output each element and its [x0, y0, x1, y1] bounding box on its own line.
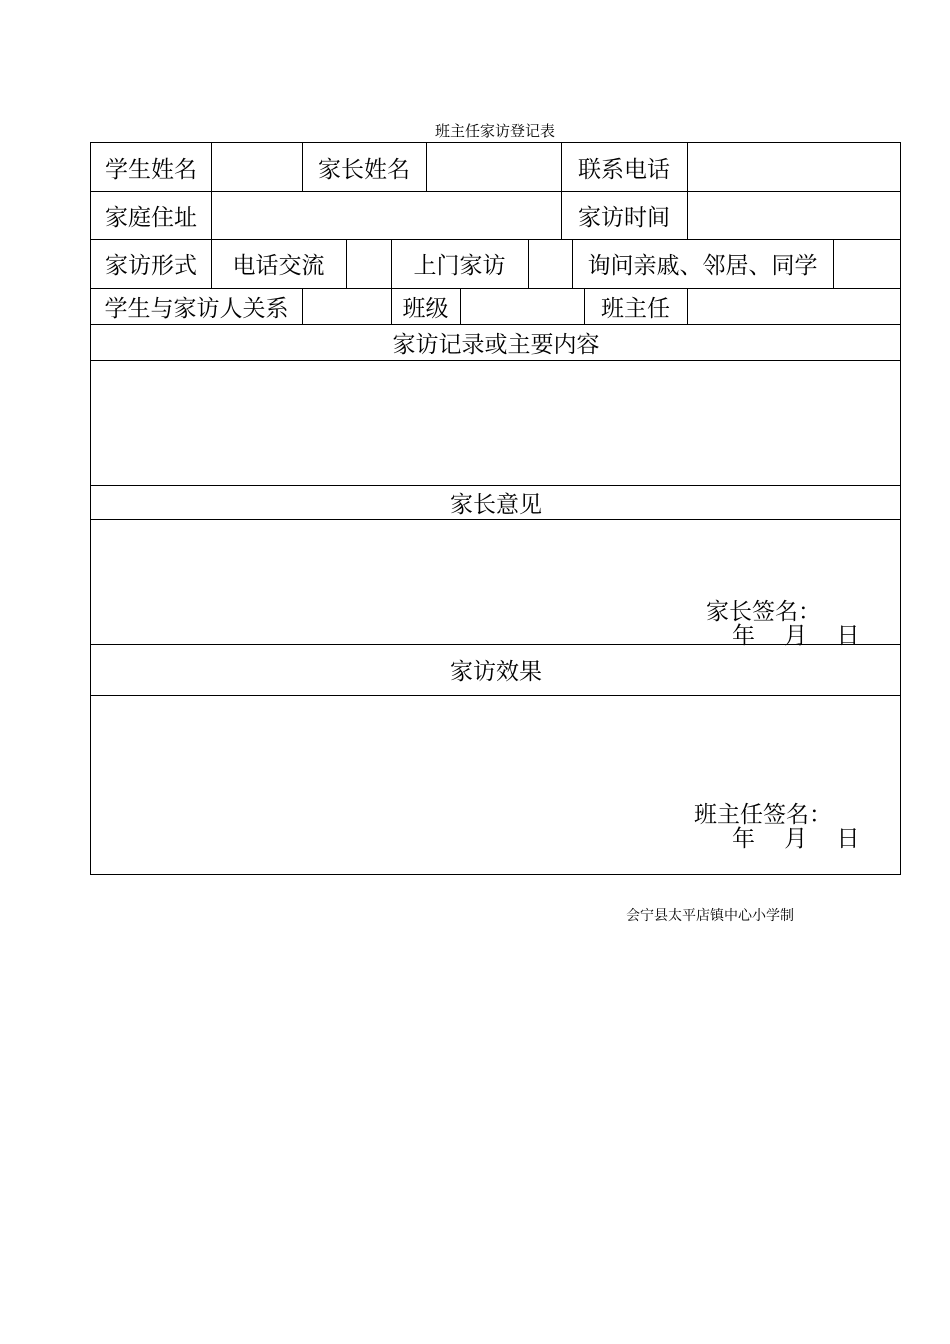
phone-field[interactable]: [688, 143, 901, 191]
visit-form-label: 家访形式: [105, 253, 197, 279]
relation-label: 学生与家访人关系: [104, 295, 289, 322]
teacher-signature-date: 年 月 日: [732, 826, 860, 852]
record-section-title: 家访记录或主要内容: [392, 331, 600, 358]
option-ask-checkbox[interactable]: [834, 239, 901, 288]
parent-opinion-title: 家长意见: [450, 491, 542, 518]
student-name-label: 学生姓名: [105, 156, 197, 183]
teacher-label: 班主任: [601, 295, 670, 322]
class-field[interactable]: [461, 288, 584, 324]
phone-label: 联系电话: [578, 156, 670, 183]
teacher-field[interactable]: [688, 288, 901, 324]
student-name-field[interactable]: [212, 143, 302, 191]
option-phone-label: 电话交流: [232, 253, 325, 279]
form-title: 班主任家访登记表: [434, 122, 555, 140]
visit-time-label: 家访时间: [578, 204, 670, 231]
relation-field[interactable]: [303, 288, 391, 324]
class-label: 班级: [402, 295, 449, 322]
address-label: 家庭住址: [105, 204, 197, 231]
record-content-area[interactable]: [91, 361, 901, 485]
school-footer: 会宁县太平店镇中心小学制: [626, 908, 794, 924]
option-ask-label: 询问亲戚、邻居、同学: [587, 253, 818, 279]
parent-signature-date: 年 月 日: [732, 623, 860, 649]
parent-name-field[interactable]: [427, 143, 561, 191]
option-home-label: 上门家访: [413, 253, 506, 279]
teacher-signature-label: 班主任签名：: [694, 802, 832, 828]
option-phone-checkbox[interactable]: [347, 239, 391, 288]
address-field[interactable]: [212, 191, 561, 239]
parent-signature-label: 家长签名：: [706, 599, 821, 625]
effect-section-title: 家访效果: [450, 659, 542, 685]
parent-name-label: 家长姓名: [318, 156, 410, 183]
option-home-checkbox[interactable]: [529, 239, 572, 288]
home-visit-form: [90, 142, 901, 875]
visit-time-field[interactable]: [688, 191, 901, 239]
